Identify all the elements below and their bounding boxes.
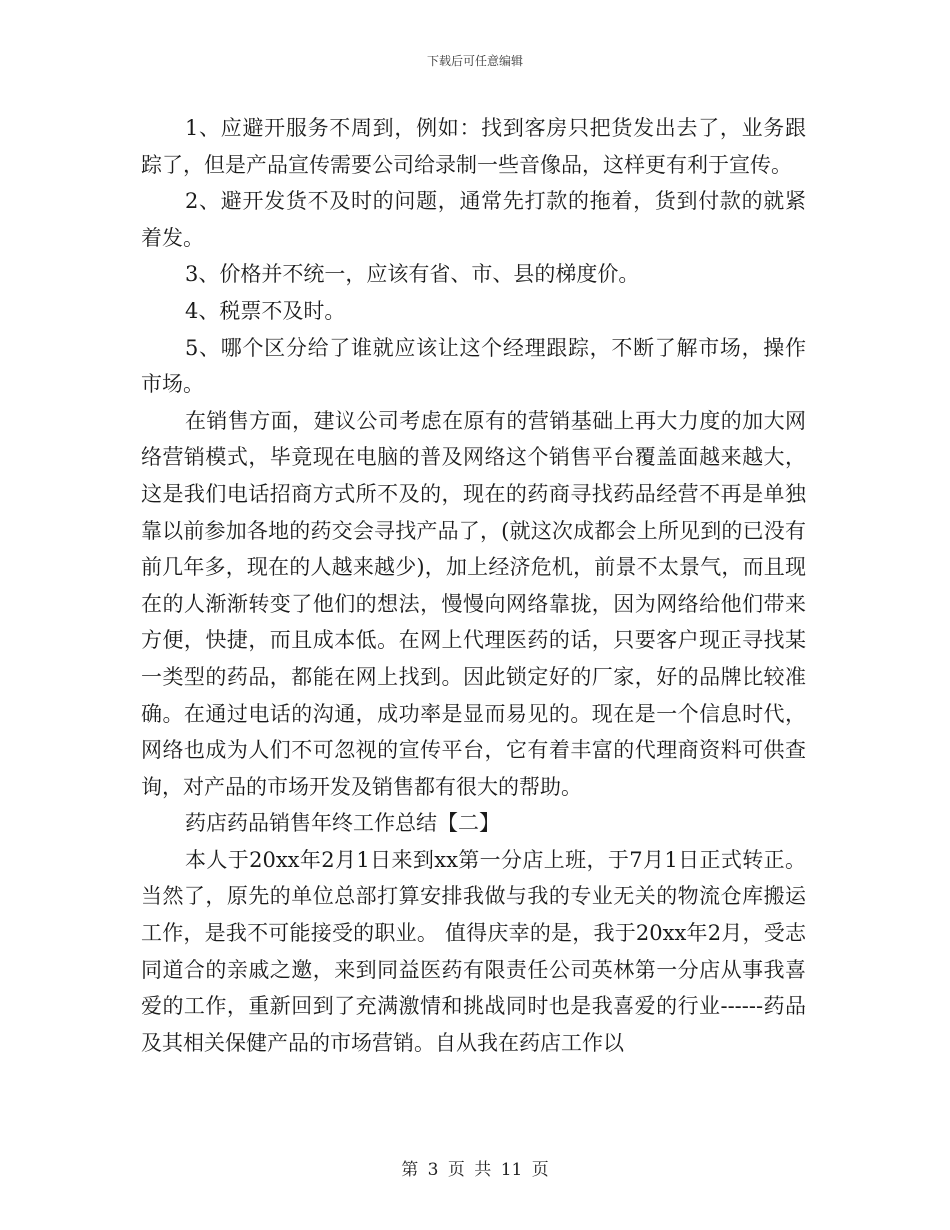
paragraph-sales-suggestion: 在销售方面，建议公司考虑在原有的营销基础上再大力度的加大网络营销模式，毕竟现在电脑的普及网络这个销售平台覆盖面越来越大，这是我们电话招商方式所不及的，现在的药商寻找药品经营不再是单独靠以前参加各地的药交会寻找产品了，(就这次成都会上所见到的已没有前几年多，现在的人越来越少)，加上经济危机，前景不太景气，而且现在的人渐渐转变了他们的想法，慢慢向网络靠拢，因为网络给他们带来方便，快捷，而且成本低。在网上代理医药的话，只要客户现正寻找某一类型的药品，都能在网上找到。因此锁定好的厂家，好的品牌比较准确。在通过电话的沟通，成功率是显而易见的。现在是一个信息时代，网络也成为人们不可忽视的宣传平台，它有着丰富的代理商资料可供查询，对产品的市场开发及销售都有很大的帮助。 (141, 408, 806, 799)
paragraph-personal-summary: 本人于20xx年2月1日来到xx第一分店上班，于7月1日正式转正。当然了，原先的单位总部打算安排我做与我的专业无关的物流仓库搬运工作，是我不可能接受的职业。 值得庆幸的是，我于20xx年2月，受志同道合的亲戚之邀，来到同益医药有限责任公司英林第一分店从事我喜爱的工作，重新回到了充满激情和挑战同时也是我喜爱的行业------药品及其相关保健产品的市场营销。自从我在药店工作以 (141, 847, 806, 1055)
paragraph-item-3: 3、价格并不统一，应该有省、市、县的梯度价。 (185, 262, 640, 287)
paragraph-item-4: 4、税票不及时。 (185, 298, 346, 323)
page-number-footer: 第 3 页 共 11 页 (401, 1160, 549, 1180)
paragraph-item-5: 5、哪个区分给了谁就应该让这个经理跟踪，不断了解市场，操作市场。 (141, 335, 806, 397)
page-header-note: 下载后可任意编辑 (426, 54, 523, 68)
section-heading: 药店药品销售年终工作总结【二】 (185, 811, 500, 836)
paragraph-item-2: 2、避开发货不及时的问题，通常先打款的拖着，货到付款的就紧着发。 (141, 189, 806, 250)
document-body (141, 110, 806, 1061)
paragraph-item-1: 1、应避开服务不周到，例如：找到客房只把货发出去了，业务跟踪了，但是产品宣传需要公司给录制一些音像品，这样更有利于宣传。 (141, 116, 806, 177)
